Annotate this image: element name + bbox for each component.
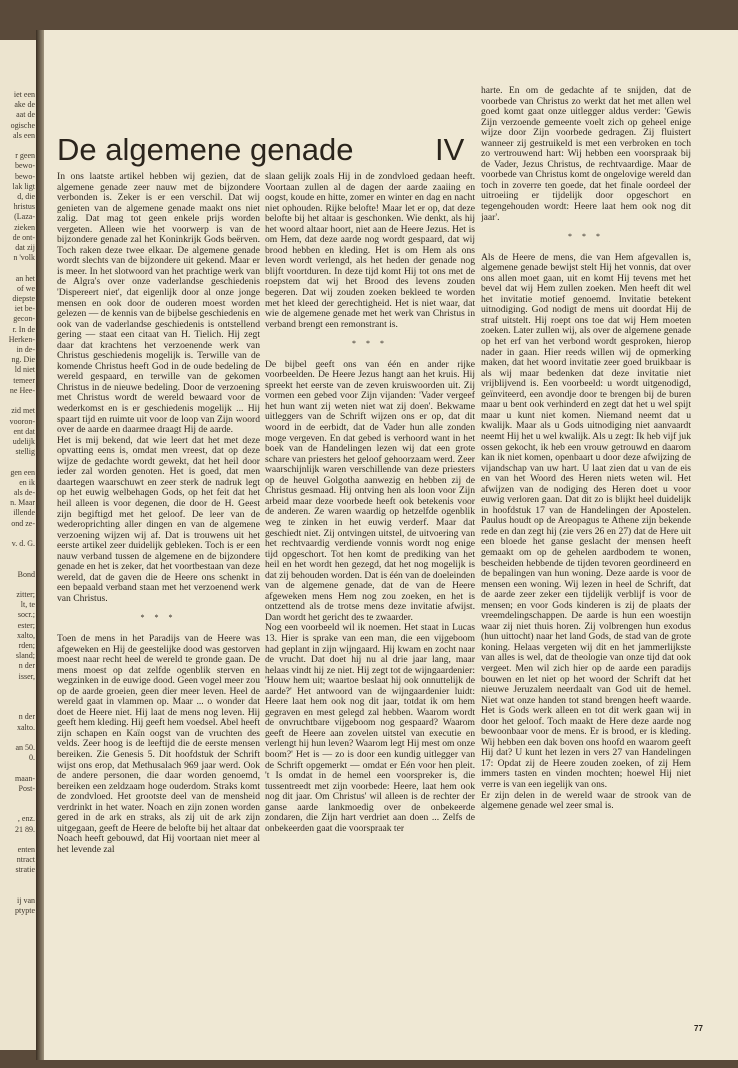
paragraph: In ons laatste artikel hebben wij gezien, dat de algemene genade zeer nauw met de bijzondere verbonden is. Zeker is er een verschil. Dat wij genieten van de algemene genade maakt ons niet zalig. Dat mag tot geen enkele prijs worden vergeten. Alleen wie het voorwerp is van de bijzondere genade zal het Koninkrijk Gods beërven. Toch raken deze twee elkaar. De algemene genade wordt slechts van de bijzondere uit gekend. Maar er is meer. In het slotwoord van het prachtige werk van de Algra's over onze vaderlandse geschiedenis 'Dispereert niet', dat eigenlijk door al onze jonge mensen en ook door de ouderen moest worden gelezen — de kennis van de bijbelse geschiedenis en ook van de vaderlandse geschiedenis is ontstellend gering — staat een citaat van H. Tielich. Hij zegt daar dat krachtens het verzoenende werk van Christus geschiedenis mogelijk is. Terwille van de komende Christus heeft God in de oude bedeling de wereld gespaard, en terwille van de gekomen Christus in de nieuwe bedeling. Door de verzoening met Christus wordt de wereld bewaard voor de wederkomst en is er geschiedenis mogelijk ... Hij spaart tijd en ruimte uit voor de loop van Zijn woord over de aarde en daarmee draagt Hij de aarde. <box>57 172 260 436</box>
right-page <box>44 30 738 1060</box>
paragraph: Nog een voorbeeld wil ik noemen. Het staat in Lucas 13. Hier is sprake van een man, die een vijgeboom had geplant in zijn wijngaard. Hij kwam en zocht naar de vrucht. Dat doet hij nu al drie jaar lang, maar helaas vindt hij ze niet. Hij zegt tot de wijngaardenier: 'Houw hem uit; waartoe beslaat hij ook onnuttelijk de aarde?' Het antwoord van de wijngaardenier luidt: Heere laat hem ook nog dit jaar, totdat ik om hem gegraven en mest gelegd zal hebben. Waarom wordt de onvruchtbare vijgeboom nog gespaard? Waarom geeft de Heere aan zovelen uitstel van executie en verlengt hij hun leven? Waarom legt Hij mest om onze boom?' Het is — zo is door een kundig uitlegger van de Schrift opgemerkt — omdat er Eén voor hen pleit. 't Is omdat in de hemel een voorspreker is, die tussentreedt met zijn voorbede: Heere, laat hem ook nog dit jaar. Om Christus' wil alleen is de rechter der ganse aarde lankmoedig over de onbekeerde zondaren, die Zijn hart verdriet aan doen ... Zelfs de onbekeerden gaat die voorspraak ter <box>265 622 475 834</box>
section-divider: * * * <box>140 613 177 623</box>
left-page-text-fragments: iet een ake de aat de ogische als een r geen bewo- bewo- lak ligt d, die hristus (Laza- zieken de ont- dat zij n 'volk an het of we diepste iet be- gecon- r. In de Herken- in de- ng. Die ld niet temeer ne Hee- zid met vooron- ent dat udelijk stellig gen een en ik als de- n. Maar illende ond ze- v. d. G. Bond zitter; lt, te socr.; ester; xalto, rden; sland; n der isser, n der xalto. an 50. 0. maan- Post- , enz. 21 89. enten ntract stratie ij van ptypte <box>8 90 35 916</box>
paragraph: harte. En om de gedachte af te snijden, dat de voorbede van Christus zo werkt dat het met allen wel goed komt gaat onze uitlegger aldus verder: 'Gewis Zijn verzoende gemeente voelt zich op geheel enige wijze door Zijn voorbede gedragen. Zij fluistert wanneer zij gestruikeld is met een verbroken en toch zo vertrouwend hart: Wij hebben een voorspraak bij de Vader, Jezus Christus, de rechtvaardige. Maar de voorbede van Christus komt de ongelovige wereld dan toch in zoverre ten goede, dat het finale oordeel der uitroeiing er tijdelijk door opgeschort en tegengehouden wordt: Heere laat hem ook nog dit jaar'. <box>481 86 691 223</box>
paragraph: Er zijn delen in de wereld waar de strook van de algemene genade wel zeer smal is. <box>481 789 691 812</box>
left-page-edge <box>0 40 38 1050</box>
page-number: 77 <box>694 1024 703 1033</box>
section-divider: * * * <box>568 232 604 242</box>
paragraph: Als de Heere de mens, die van Hem afgevallen is, algemene genade bewijst stelt Hij het vonnis, dat over ons allen moet gaan, uit en komt Hij tevens met het bevel dat wij Hem zullen zoeken. Men heeft dit wel het invitatie motief genoemd. Invitatie betekent uitnodiging. God nodigt de mens uit doordat Hij de straf uitstelt. Hij roept ons toe dat wij Hem moeten zoeken. Later zullen wij, als over de algemene genade op het erf van het verbond wordt gesproken, hierop nader in gaan. Hier reeds willen wij de opmerking maken, dat het woord invitatie zeer goed bruikbaar is als wij maar bedenken dat deze invitatie niet vrijblijvend is. Een voorbeeld: u wordt uitgenodigd, geïnviteerd, een avondje door te brengen bij de buren maar u bent ook verhinderd en zegt dat het u wel spijt maar u kunt niet komen. Niemand neemt dat u kwalijk. Maar als u Gods uitnodiging niet aanvaardt neemt Hij het u wel kwalijk. Als u zegt: Ik heb vijf juk ossen gekocht, ik heb een vrouw getrouwd en daarom kan ik niet komen, openbaart u door deze afwijzing de vijandschap van uw hart. U laat zien dat u van de eis en van het Woord des Heren niets weten wil. Het afwijzen van de nodiging des Heren doet u voor euwig verloren gaan. Dat dit zo is blijkt heel duidelijk in hoofdstuk 17 van de Handelingen der Apostelen. Paulus houdt op de Areopagus te Athene zijn bekende rede en dan zegt hij (zie vers 26 en 27) dat de Here uit een bloede het ganse geslacht der mensen heeft gemaakt om op de gehelen aardbodem te wonen, bescheiden hebbende de tijden tevoren geordineerd en de bepalingen van hun woning. Deze aarde is voor de mensen een woning. Wij lezen in heel de Schrift, dat de aarde zeer zeker een tijdelijk verblijf is voor de mensen; en voor Gods kinderen is zij de plaats der vreemdelingschappen. De aarde is hun een woestijn waar zij niet thuis horen. Zij volbrengen hun exodus (hun uittocht) naar het land Gods, de stad van de grote koning. Helaas vergeten wij dit en het jammerlijkste van alles is wel, dat de theologie van onze tijd dat ook vergeet. Men wil zich hier op de aarde een paradijs bouwen en let niet op het woord der Schrift dat het nieuwe Jeruzalem neerdaalt van God uit de hemel. Niet wat onze handen tot stand brengen heeft waarde. Het is Gods werk alleen en tot dit werk gaan wij in door het geloof. Toch maakt de Here deze aarde nog bewoonbaar voor de mens. Er is brood, er is kleding. Wij hebben een dak boven ons hoofd en waarom geeft Hij dat? U kunt het lezen in vers 27 van Handelingen 17: Opdat zij de Heere zouden zoeken, of zij Hem immers tasten en vinden mochten; hoewel Hij niet verre is van een iegelijk van ons. <box>481 251 691 790</box>
paragraph: De bijbel geeft ons van één en ander rijke voorbeelden. De Heere Jezus hangt aan het kruis. Hij spreekt het eerste van de zeven kruiswoorden uit. Zij vormen een gebed voor Zijn vijanden: 'Vader vergeef het hun want zij weten niet wat zij doen'. Bekwame uitleggers van de Schrift wijzen ons er op, dat dit woord in de eerbidt, dat de Vader hun alle zonden moge vergeven. En dat gebed is verhoord want in het boek van de Handelingen lezen wij dat een grote schare van priesters het geloof gehoorzaam werd. Zeer waarschijnlijk waren verschillende van deze priesters op de heuvel Golgotha aanwezig en hebben zij de Christus gesmaad. Hij ontving hen als loon voor Zijn arbeid maar deze voorbede heeft ook betekenis voor de anderen. Ze waren waardig op hetzelfde ogenblik weg te zinken in het euwig verderf. Maar dat geschiedt niet. Zij ontvingen uitstel, de uitvoering van het rechtvaardig verdiende vonnis wordt nog enige tijd opgeschort. Tot hen komt de prediking van het heil en het wordt hen gezegd, dat het nog mogelijk is dat zij behouden worden. Dat is één van de doeleinden van de algemene genade, dat de van de Heere afgeweken mens Hem nog zou zoeken, en het is ontzettend als de trotse mens deze invitatie afwijst. Dan wordt het gericht des te zwaarder. <box>265 358 475 623</box>
article-column-2 <box>265 172 475 1052</box>
article-title <box>57 132 487 168</box>
section-divider: * * * <box>352 339 388 349</box>
article-column-1 <box>57 172 260 1052</box>
paragraph: slaan gelijk zoals Hij in de zondvloed gedaan heeft. Voortaan zullen al de dagen der aarde zaaiing en oogst, koude en hitte, zomer en winter en dag en nacht niet ophouden. Rijke belofte! Maar let er op, dat deze belofte bij het altaar is geschonken. Wie denkt, als hij het woord altaar hoort, niet aan de Heere Jezus. Het is om Hem, dat deze aarde nog wordt gespaard, dat wij brood hebben en kleding. Het is om Hem als ons leven wordt verlengd, als het heden der genade nog blijft voortduren. In deze tijd komt Hij tot ons met de roepstem dat wij het Brood des levens zouden begeren. Dat wij zouden zoeken bekleed te worden met het kleed der gerechtigheid. Het is niet waar, dat wie de algemene genade met het werk van Christus in verband brengt een remonstrant is. <box>265 172 475 330</box>
article-numeral: IV <box>435 132 465 167</box>
article-column-3 <box>481 86 691 1052</box>
paragraph: Het is mij bekend, dat wie leert dat het met deze opvatting eens is, omdat men vreest, dat op deze wijze de gedachte wordt gewekt, dat het heil door ieder zal worden genoten. Het is goed, dat men daartegen waarschuwt en zeer sterk de nadruk legt op het euwig welbehagen Gods, op het feit dat het heil alleen is voor degenen, die door de H. Geest zijn begiftigd met het geloof. De leer van de wederoprichting aller dingen en van de algemene verzoening wijzen wij af. Dat is trouwens uit het eerste artikel zeer duidelijk gebleken. Toch is er een nauw verband tussen de algemene en de bijzondere genade en het is zeker, dat het voortbestaan van deze wereld, dat de gaven die de Heere ons schenkt in een bepaald verband staan met het verzoenend werk van Christus. <box>57 434 260 604</box>
article-title-text: De algemene genade <box>57 132 354 167</box>
paragraph: Toen de mens in het Paradijs van de Heere was afgeweken en Hij de geestelijke dood was gestorven moest naar recht heel de wereld te gronde gaan. De mens moest op dat zelfde ogenblik sterven en wegzinken in de euwige dood. Geen vogel meer zou op de aarde groeien, geen dier meer leven. Heel de wereld gaat in vlammen op. Maar ... o wonder dat doet de Heere niet. Hij laat de mens nog leven. Hij geeft hem kleding. Hij geeft hem voedsel. Abel heeft zijn schapen en Kaïn oogst van de vruchten des velds. Zeer hoog is de leeftijd die de eerste mensen bereiken. Zie Genesis 5. Dit hoofdstuk der Schrift wijst ons erop, dat Methusalach 969 jaar werd. Ook de andere personen, die daar worden genoemd, bereiken een zeldzaam hoge ouderdom. Straks komt de zondvloed. Het grootste deel van de mensheid verdrinkt in het water. Noach en zijn zonen worden gered in de ark en straks, als zij uit de ark zijn uitgegaan, geeft de Heere de belofte bij het altaar dat Noach heeft gebouwd, dat Hij voortaan niet meer al het levende zal <box>57 632 260 855</box>
